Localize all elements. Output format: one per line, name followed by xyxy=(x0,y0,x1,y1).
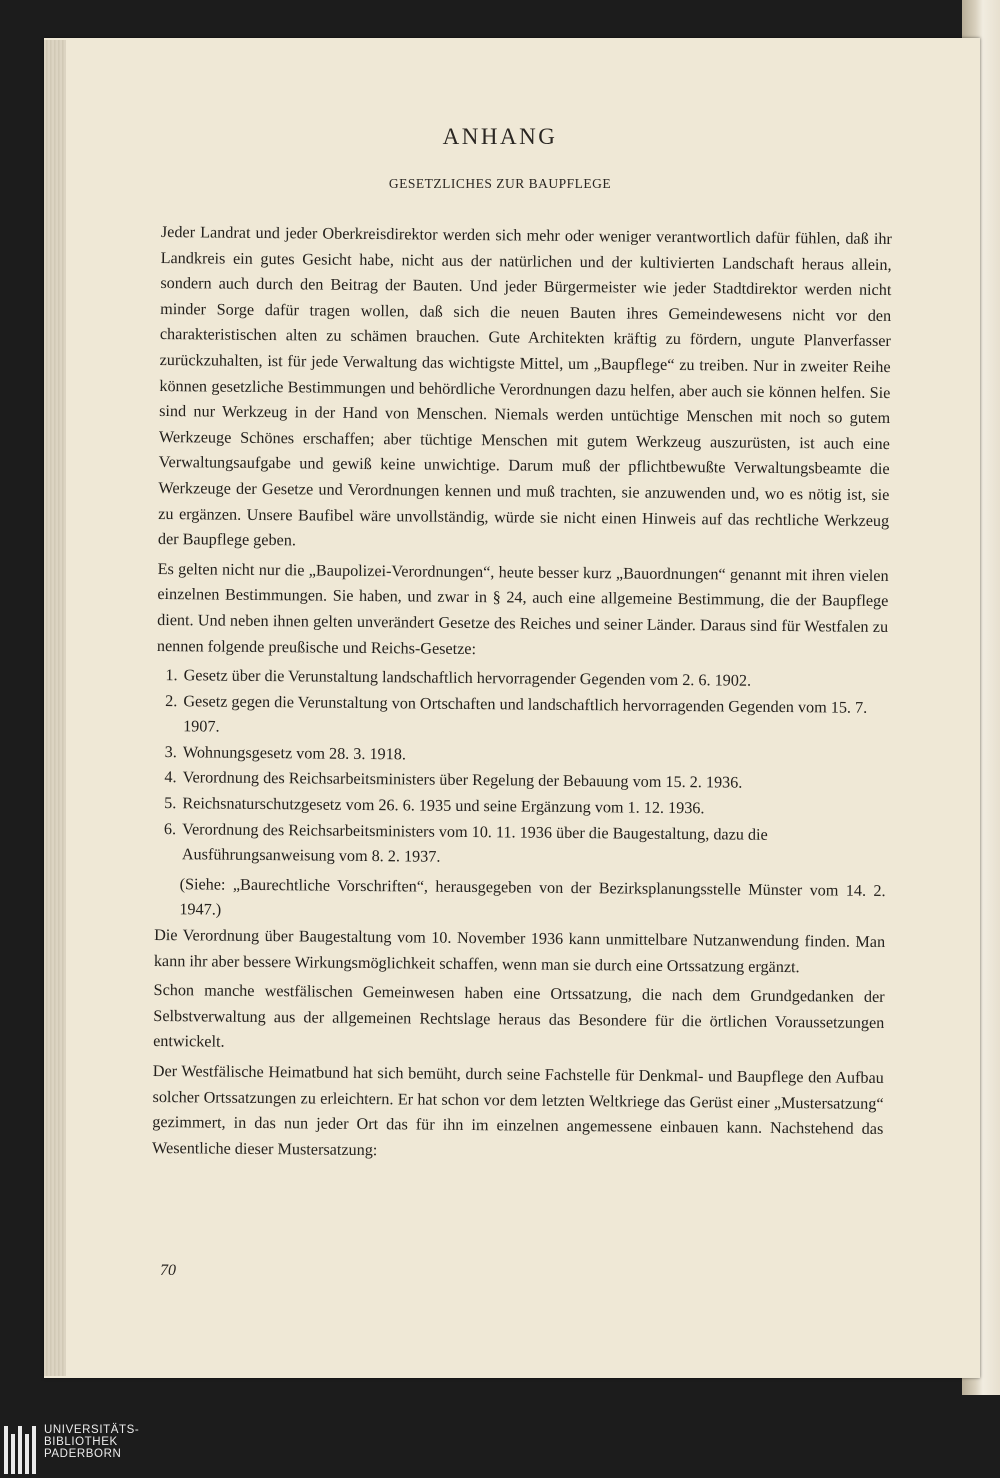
paragraph: Der Westfälische Heimatbund hat sich bemüht, durch seine Fachstelle für Denkmal- und Baupflege den Aufbau solcher Ortssatzungen zu erleichtern. Er hat schon vor dem letzten Weltkriege das Gerüst einer „Mustersatzung“ gezimmert, in das nun jeder Ort das für ihn im einzelnen angemessene einbauen kann. Nachstehend das Wesentliche dieser Mustersatzung: xyxy=(152,1061,884,1159)
list-item: 6. Verordnung des Reichsarbeitsministers vom 10. 11. 1936 über die Baugestaltung, dazu die Ausführungsanweisung vom 8. 2. 1937. xyxy=(180,817,886,875)
list-item: 2. Gesetz gegen die Verunstaltung von Ortschaften und landschaftlich hervorragenden Gegenden vom 15. 7. 1907. xyxy=(181,689,887,747)
paragraph: Es gelten nicht nur die „Baupolizei-Verordnungen“, heute besser kurz „Bauordnungen“ genannt mit ihren vielen einzelnen Bestimmungen. Sie haben, und zwar in § 24, auch eine allgemeine Bestimmung, die der Baupflege dient. Und neben ihnen gelten unverändert Gesetze des Reiches und seiner Länder. Daraus sind für Westfalen zu nennen folgende preußische und Reichs-Gesetze: xyxy=(156,559,889,658)
library-logo xyxy=(4,1424,139,1474)
library-logo-icon xyxy=(4,1426,36,1474)
paragraph: Jeder Landrat und jeder Oberkreisdirektor werden sich mehr oder weniger verantwortlich dafür fühlen, daß ihr Landkreis ein gutes Gesicht habe, nicht aus der natürlichen und der kultivierten Landschaft heraus allein, sondern auch durch den Beitrag der Bauten. Und jeder Bürgermeister wie jeder Stadtdirektor werden nicht minder Sorge dafür tragen wollen, daß sich die neuen Bauten ihres Gemeindewesens nicht vor den charakteristischen alten zu schämen brauchen. Gute Architekten kräftig zu fördern, ungute Planverfasser zurückzuhalten, ist für jede Verwaltung das wichtigste Mittel, um „Baupflege“ zu treiben. Nur in zweiter Reihe können gesetzliche Bestimmungen und behördliche Verordnungen dazu helfen, aber auch sie können helfen. Sie sind nur Werkzeug in der Hand von Menschen. Niemals werden untüchtige Menschen mit noch so gutem Werkzeuge Schönes erschaffen; aber tüchtige Menschen mit gutem Werkzeug auszurüsten, ist auch eine Verwaltungsaufgabe und gewiß keine unwichtige. Darum muß der pflichtbewußte Verwaltungsbeamte die Werkzeuge der Gesetze und Verordnungen kennen und muß trachten, sie anzuwenden und, wo es nötig ist, sie zu ergänzen. Unsere Baufibel wäre unvollständig, würde sie nicht einen Hinweis auf das rechtliche Werkzeug der Baupflege geben. xyxy=(157,222,892,550)
page-stack-edge xyxy=(44,40,66,1376)
logo-line: UNIVERSITÄTS- xyxy=(44,1424,140,1436)
paragraph: Die Verordnung über Baugestaltung vom 10. November 1936 kann unmittelbare Nutzanwendung finden. Man kann ihr aber bessere Wirkungsmöglichkeit schaffen, wenn man sie durch eine Ortssatzung ergänzt. xyxy=(153,925,886,976)
body-text xyxy=(152,220,892,1172)
paragraph: Schon manche westfälischen Gemeinwesen haben eine Ortssatzung, die nach dem Grundgedanken der Selbstverwaltung aus der allgemeinen Rechtslage heraus das Besondere für die örtlichen Voraussetzungen entwickelt. xyxy=(153,981,885,1052)
section-subtitle: GESETZLICHES ZUR BAUPFLEGE xyxy=(388,176,612,191)
list-item: 3. Wohnungsgesetz vom 28. 3. 1918. xyxy=(181,740,887,772)
logo-line: BIBLIOTHEK xyxy=(44,1436,118,1448)
library-logo-text xyxy=(44,1424,139,1460)
law-list xyxy=(155,663,888,875)
logo-line: PADERBORN xyxy=(44,1448,122,1460)
list-item: 4. Verordnung des Reichsarbeitsministers über Regelung der Bebauung vom 15. 2. 1936. xyxy=(181,766,887,798)
reference-note: (Siehe: „Baurechtliche Vorschriften“, herausgegeben von der Bezirksplanungsstelle Münster vom 14. 2. 1947.) xyxy=(179,875,886,920)
page-number: 70 xyxy=(160,1262,176,1279)
page-title: ANHANG xyxy=(442,124,558,149)
list-item: 5. Reichsnaturschutzgesetz vom 26. 6. 1935 und seine Ergänzung vom 1. 12. 1936. xyxy=(180,791,886,823)
list-item: 1. Gesetz über die Verunstaltung landschaftlich hervorragender Gegenden vom 2. 6. 1902. xyxy=(181,663,887,695)
